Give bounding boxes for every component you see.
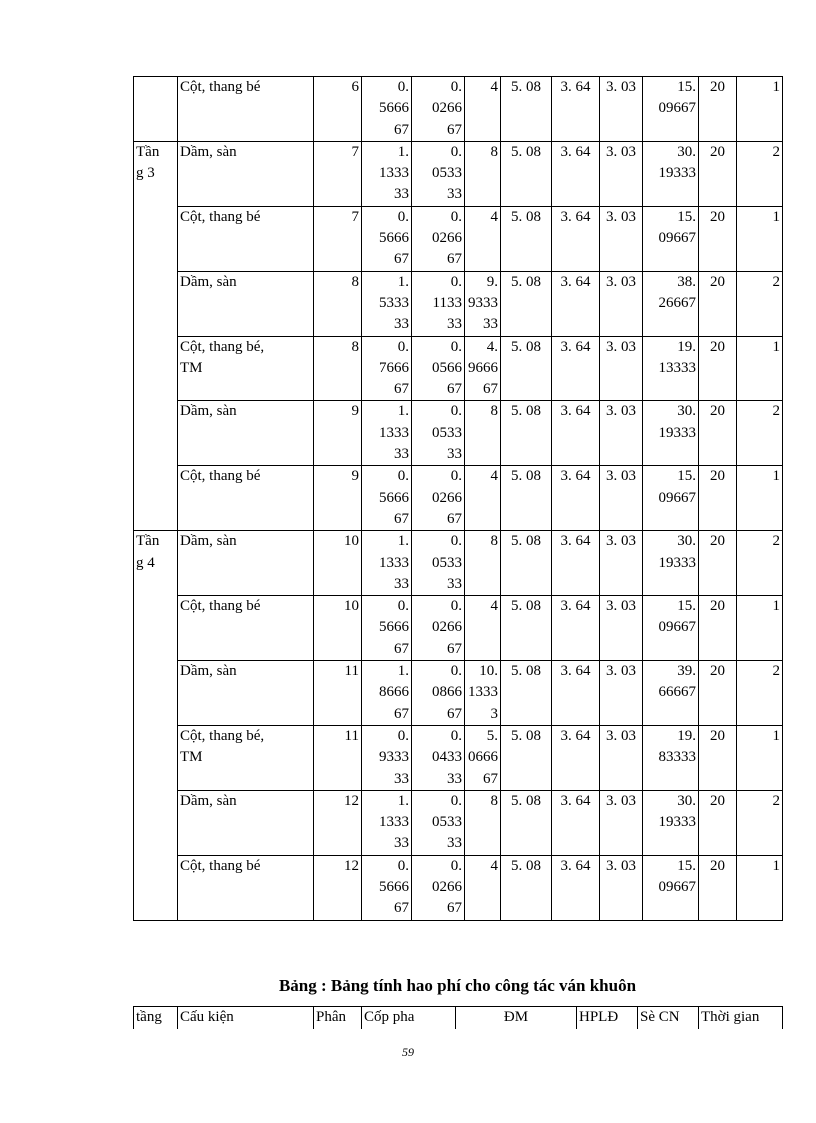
norm2-cell: 3. 64	[552, 790, 600, 855]
value2-cell: 0. 0533 33	[412, 401, 465, 466]
labor-cost-cell: 19. 83333	[643, 725, 699, 790]
norm1-cell: 5. 08	[501, 661, 552, 726]
norm3-cell: 3. 03	[600, 206, 643, 271]
norm3-cell: 3. 03	[600, 596, 643, 661]
labor-cost-cell: 30. 19333	[643, 141, 699, 206]
value2-cell: 0. 0533 33	[412, 141, 465, 206]
duration-cell: 1	[737, 466, 783, 531]
formwork-cell: 1. 1333 33	[362, 790, 412, 855]
workers-cell: 20	[699, 77, 737, 142]
value2-cell: 0. 0266 67	[412, 855, 465, 920]
norm1-cell: 5. 08	[501, 336, 552, 401]
norm3-cell: 3. 03	[600, 790, 643, 855]
labor-cost-cell: 15. 09667	[643, 77, 699, 142]
section-cell: 8	[314, 271, 362, 336]
value3-cell: 4	[465, 77, 501, 142]
table-row	[134, 141, 783, 206]
value2-cell: 0. 0533 33	[412, 531, 465, 596]
formwork-table	[133, 76, 783, 921]
value2-cell: 0. 0533 33	[412, 790, 465, 855]
section-cell: 9	[314, 401, 362, 466]
section-cell: 7	[314, 141, 362, 206]
labor-cost-cell: 30. 19333	[643, 401, 699, 466]
component-cell: Dầm, sàn	[178, 141, 314, 206]
table-row	[134, 725, 783, 790]
norm1-cell: 5. 08	[501, 271, 552, 336]
formwork-cell: 1. 1333 33	[362, 141, 412, 206]
component-cell: Cột, thang bé	[178, 206, 314, 271]
labor-cost-cell: 38. 26667	[643, 271, 699, 336]
norm2-cell: 3. 64	[552, 271, 600, 336]
labor-cost-cell: 30. 19333	[643, 531, 699, 596]
formwork-cell: 0. 5666 67	[362, 206, 412, 271]
value3-cell: 10. 1333 3	[465, 661, 501, 726]
norm2-cell: 3. 64	[552, 531, 600, 596]
labor-cost-cell: 15. 09667	[643, 596, 699, 661]
workers-cell: 20	[699, 531, 737, 596]
duration-cell: 1	[737, 77, 783, 142]
header-dm: ĐM	[456, 1007, 577, 1030]
norm2-cell: 3. 64	[552, 206, 600, 271]
formwork-cell: 0. 5666 67	[362, 596, 412, 661]
workers-cell: 20	[699, 466, 737, 531]
value3-cell: 4	[465, 596, 501, 661]
norm1-cell: 5. 08	[501, 531, 552, 596]
header-cop-pha: Cốp pha	[362, 1007, 456, 1030]
formwork-cell: 0. 5666 67	[362, 855, 412, 920]
table-row	[134, 401, 783, 466]
table-row	[134, 271, 783, 336]
value3-cell: 8	[465, 531, 501, 596]
duration-cell: 2	[737, 141, 783, 206]
value2-cell: 0. 0266 67	[412, 596, 465, 661]
formwork-cell: 0. 5666 67	[362, 77, 412, 142]
norm1-cell: 5. 08	[501, 725, 552, 790]
norm2-cell: 3. 64	[552, 141, 600, 206]
workers-cell: 20	[699, 206, 737, 271]
value3-cell: 4. 9666 67	[465, 336, 501, 401]
workers-cell: 20	[699, 725, 737, 790]
workers-cell: 20	[699, 401, 737, 466]
floor-cell	[134, 77, 178, 142]
value3-cell: 4	[465, 206, 501, 271]
header-phan: Phân	[314, 1007, 362, 1030]
table-row	[134, 596, 783, 661]
norm2-cell: 3. 64	[552, 725, 600, 790]
section-cell: 6	[314, 77, 362, 142]
value2-cell: 0. 0266 67	[412, 206, 465, 271]
formwork-cell: 1. 1333 33	[362, 531, 412, 596]
value2-cell: 0. 1133 33	[412, 271, 465, 336]
norm3-cell: 3. 03	[600, 271, 643, 336]
norm3-cell: 3. 03	[600, 336, 643, 401]
norm2-cell: 3. 64	[552, 855, 600, 920]
labor-cost-cell: 39. 66667	[643, 661, 699, 726]
table-row	[134, 790, 783, 855]
norm1-cell: 5. 08	[501, 855, 552, 920]
labor-cost-cell: 15. 09667	[643, 855, 699, 920]
header-cau-kien: Cấu kiện	[178, 1007, 314, 1030]
workers-cell: 20	[699, 855, 737, 920]
next-table-header	[133, 1006, 783, 1029]
labor-cost-cell: 15. 09667	[643, 206, 699, 271]
formwork-cell: 0. 9333 33	[362, 725, 412, 790]
table-row	[134, 466, 783, 531]
norm1-cell: 5. 08	[501, 206, 552, 271]
duration-cell: 1	[737, 725, 783, 790]
component-cell: Cột, thang bé	[178, 855, 314, 920]
section-cell: 9	[314, 466, 362, 531]
component-cell: Dầm, sàn	[178, 401, 314, 466]
table-row	[134, 661, 783, 726]
component-cell: Cột, thang bé, TM	[178, 725, 314, 790]
section-cell: 10	[314, 531, 362, 596]
value3-cell: 5. 0666 67	[465, 725, 501, 790]
value2-cell: 0. 0866 67	[412, 661, 465, 726]
workers-cell: 20	[699, 661, 737, 726]
duration-cell: 2	[737, 661, 783, 726]
component-cell: Cột, thang bé	[178, 77, 314, 142]
value2-cell: 0. 0266 67	[412, 466, 465, 531]
section-cell: 10	[314, 596, 362, 661]
formwork-cell: 1. 5333 33	[362, 271, 412, 336]
section-cell: 12	[314, 855, 362, 920]
duration-cell: 1	[737, 206, 783, 271]
section-cell: 7	[314, 206, 362, 271]
norm1-cell: 5. 08	[501, 790, 552, 855]
formwork-cell: 0. 5666 67	[362, 466, 412, 531]
norm1-cell: 5. 08	[501, 77, 552, 142]
header-tang: tầng	[134, 1007, 178, 1030]
value3-cell: 4	[465, 855, 501, 920]
component-cell: Dầm, sàn	[178, 271, 314, 336]
workers-cell: 20	[699, 141, 737, 206]
norm1-cell: 5. 08	[501, 596, 552, 661]
norm1-cell: 5. 08	[501, 466, 552, 531]
norm2-cell: 3. 64	[552, 466, 600, 531]
formwork-cell: 1. 1333 33	[362, 401, 412, 466]
value2-cell: 0. 0266 67	[412, 77, 465, 142]
norm1-cell: 5. 08	[501, 401, 552, 466]
norm2-cell: 3. 64	[552, 336, 600, 401]
duration-cell: 2	[737, 531, 783, 596]
labor-cost-cell: 15. 09667	[643, 466, 699, 531]
norm3-cell: 3. 03	[600, 725, 643, 790]
table-row	[134, 206, 783, 271]
duration-cell: 1	[737, 855, 783, 920]
norm1-cell: 5. 08	[501, 141, 552, 206]
value3-cell: 8	[465, 790, 501, 855]
value2-cell: 0. 0566 67	[412, 336, 465, 401]
labor-cost-cell: 30. 19333	[643, 790, 699, 855]
floor-cell: Tần g 4	[134, 531, 178, 920]
norm3-cell: 3. 03	[600, 855, 643, 920]
norm3-cell: 3. 03	[600, 466, 643, 531]
table-caption: Bảng : Bảng tính hao phí cho công tác ván khuôn	[278, 976, 637, 995]
norm2-cell: 3. 64	[552, 77, 600, 142]
norm2-cell: 3. 64	[552, 661, 600, 726]
header-hpld: HPLĐ	[577, 1007, 638, 1030]
header-thoi-gian: Thời gian	[699, 1007, 783, 1030]
component-cell: Cột, thang bé, TM	[178, 336, 314, 401]
duration-cell: 2	[737, 271, 783, 336]
component-cell: Cột, thang bé	[178, 466, 314, 531]
floor-cell: Tần g 3	[134, 141, 178, 530]
value2-cell: 0. 0433 33	[412, 725, 465, 790]
section-cell: 11	[314, 661, 362, 726]
norm3-cell: 3. 03	[600, 531, 643, 596]
labor-cost-cell: 19. 13333	[643, 336, 699, 401]
table-body	[134, 77, 783, 921]
table-row	[134, 855, 783, 920]
norm2-cell: 3. 64	[552, 596, 600, 661]
norm3-cell: 3. 03	[600, 661, 643, 726]
workers-cell: 20	[699, 596, 737, 661]
workers-cell: 20	[699, 271, 737, 336]
norm3-cell: 3. 03	[600, 141, 643, 206]
workers-cell: 20	[699, 336, 737, 401]
workers-cell: 20	[699, 790, 737, 855]
component-cell: Dầm, sàn	[178, 790, 314, 855]
table-row	[134, 336, 783, 401]
header-so-cn: Sè CN	[638, 1007, 699, 1030]
norm2-cell: 3. 64	[552, 401, 600, 466]
section-cell: 12	[314, 790, 362, 855]
duration-cell: 1	[737, 336, 783, 401]
value3-cell: 8	[465, 141, 501, 206]
component-cell: Dầm, sàn	[178, 531, 314, 596]
component-cell: Cột, thang bé	[178, 596, 314, 661]
page-number: 59	[402, 1045, 414, 1059]
duration-cell: 1	[737, 596, 783, 661]
norm3-cell: 3. 03	[600, 77, 643, 142]
header-row	[134, 1007, 783, 1030]
value3-cell: 9. 9333 33	[465, 271, 501, 336]
duration-cell: 2	[737, 401, 783, 466]
section-cell: 11	[314, 725, 362, 790]
component-cell: Dầm, sàn	[178, 661, 314, 726]
formwork-cell: 1. 8666 67	[362, 661, 412, 726]
duration-cell: 2	[737, 790, 783, 855]
section-cell: 8	[314, 336, 362, 401]
table-row	[134, 77, 783, 142]
formwork-cell: 0. 7666 67	[362, 336, 412, 401]
table-row	[134, 531, 783, 596]
value3-cell: 4	[465, 466, 501, 531]
value3-cell: 8	[465, 401, 501, 466]
norm3-cell: 3. 03	[600, 401, 643, 466]
